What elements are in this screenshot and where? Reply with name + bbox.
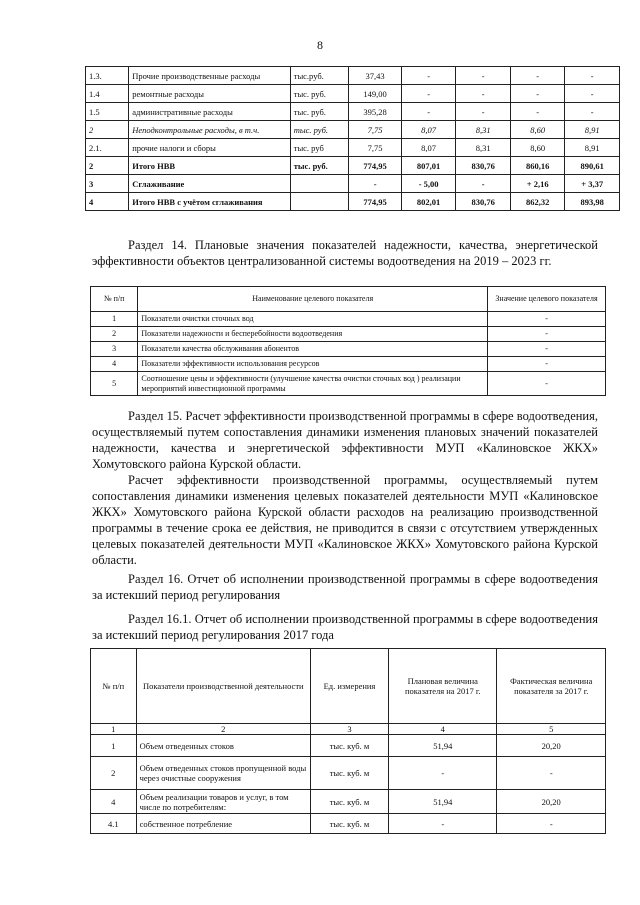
cell-n: 3 [91,342,138,357]
cell-v2021: 8,60 [510,121,565,139]
cell-n: 1 [91,312,138,327]
cell-unit: тыс. руб. [290,85,349,103]
cell-v2022: 8,91 [565,121,620,139]
table-row [91,790,606,814]
cell-unit: тыс. руб. [290,157,349,175]
cell-v2018: 395,28 [349,103,401,121]
cell-v2019: - [401,103,456,121]
cell-v2018: 774,95 [349,193,401,211]
table-row [91,342,606,357]
cell-v2019: 8,07 [401,121,456,139]
cell-unit: тыс. руб. [290,121,349,139]
cell-n: 4 [91,790,137,814]
cell-v2022: 890,61 [565,157,620,175]
cell-n: 5 [91,372,138,396]
table-row [86,85,620,103]
column-number: 2 [136,724,310,735]
section-15-paragraph-1: Раздел 15. Расчет эффективности производственной программы в сфере водоотведения, осуществляемый путем сопоставления динамики изменения плановых значений показателей надежности, качества и энергетической эффективности МУП «Калиновское ЖКХ» Хомутовского района Курской области. [92,409,598,471]
table-row [86,175,620,193]
header-num: № п/п [91,287,138,312]
cell-v2022: - [565,103,620,121]
cell-v2021: 860,16 [510,157,565,175]
cell-v2021: 862,32 [510,193,565,211]
cell-v2020: 830,76 [456,193,511,211]
cell-name: Соотношение цены и эффективности (улучшение качества очистки сточных вод ) реализации мероприятий инвестиционной программы [138,372,488,396]
table-row [91,814,606,834]
cell-unit: тыс. куб. м [310,735,388,757]
cell-value: - [488,327,606,342]
cell-v2018: - [349,175,401,193]
header-fact: Фактическая величина показателя за 2017 г. [497,649,606,724]
cell-v2022: - [565,67,620,85]
page-number: 8 [317,38,323,52]
cell-unit: тыс. руб [290,139,349,157]
column-number: 4 [389,724,497,735]
header-indicator-value: Значение целевого показателя [488,287,606,312]
report-table [90,648,606,834]
cell-v2020: 830,76 [456,157,511,175]
section-15-paragraph-2: Расчет эффективности производственной программы, осуществляемый путем сопоставления динамики изменения целевых показателей деятельности МУП «Калиновское ЖКХ» Хомутовского района Курской области расходов на реализацию производственной программы в течение срока ее действия, не приводится в связи с отсутствием утвержденных целевых показателей деятельности МУП «Калиновское ЖКХ» Хомутовского района Курской области. [92,473,598,567]
cell-name: Показатели эффективности использования ресурсов [138,357,488,372]
cell-v2022: - [565,85,620,103]
cell-fact: - [497,757,606,790]
table-row [86,139,620,157]
cell-v2021: - [510,85,565,103]
cell-fact: 20,20 [497,790,606,814]
cell-name: административные расходы [129,103,291,121]
cell-n: 4.1 [91,814,137,834]
cell-name: Сглаживание [129,175,291,193]
cell-name: Прочие производственные расходы [129,67,291,85]
cell-v2021: + 2,16 [510,175,565,193]
cell-plan: - [389,757,497,790]
table-row [91,372,606,396]
cell-name: Итого НВВ [129,157,291,175]
cell-v2019: 802,01 [401,193,456,211]
cell-v2020: - [456,103,511,121]
cell-n: 3 [86,175,129,193]
cell-v2022: 8,91 [565,139,620,157]
cell-name: Объем реализации товаров и услуг, в том числе по потребителям: [136,790,310,814]
cell-n: 2 [86,157,129,175]
cell-unit [290,175,349,193]
cell-v2021: - [510,103,565,121]
cell-name: прочие налоги и сборы [129,139,291,157]
target-indicators-table [90,286,606,396]
nvv-table [85,66,620,211]
cell-name: Показатели качества обслуживания абонентов [138,342,488,357]
cell-name: Итого НВВ с учётом сглаживания [129,193,291,211]
column-number: 3 [310,724,388,735]
cell-n: 1.4 [86,85,129,103]
cell-fact: - [497,814,606,834]
cell-name: Показатели очистки сточных вод [138,312,488,327]
table-row [86,103,620,121]
cell-name: Объем отведенных стоков [136,735,310,757]
cell-n: 1 [91,735,137,757]
table-row [91,757,606,790]
cell-n: 4 [91,357,138,372]
cell-n: 2 [91,757,137,790]
cell-value: - [488,357,606,372]
table-row [91,357,606,372]
header-indicator-name: Наименование целевого показателя [138,287,488,312]
cell-v2020: - [456,85,511,103]
cell-v2020: 8,31 [456,121,511,139]
cell-v2021: 8,60 [510,139,565,157]
cell-v2019: - [401,67,456,85]
column-number: 1 [91,724,137,735]
cell-v2018: 7,75 [349,139,401,157]
cell-value: - [488,342,606,357]
cell-n: 4 [86,193,129,211]
cell-n: 2 [91,327,138,342]
cell-v2020: - [456,67,511,85]
cell-value: - [488,372,606,396]
column-number: 5 [497,724,606,735]
cell-plan: - [389,814,497,834]
cell-v2019: 807,01 [401,157,456,175]
cell-n: 1.5 [86,103,129,121]
section-16-1-heading: Раздел 16.1. Отчет об исполнении производственной программы в сфере водоотведения за истекший период регулирования 2017 года [92,612,598,642]
cell-v2018: 7,75 [349,121,401,139]
cell-name: Неподконтрольные расходы, в т.ч. [129,121,291,139]
cell-v2022: + 3,37 [565,175,620,193]
table-row [91,327,606,342]
cell-n: 2 [86,121,129,139]
cell-v2018: 37,43 [349,67,401,85]
table-row [86,67,620,85]
header-unit: Ед. измерения [310,649,388,724]
cell-unit: тыс.руб. [290,67,349,85]
table-row [86,157,620,175]
cell-n: 1.3. [86,67,129,85]
cell-v2022: 893,98 [565,193,620,211]
table-row [86,193,620,211]
cell-v2018: 774,95 [349,157,401,175]
cell-fact: 20,20 [497,735,606,757]
cell-v2018: 149,00 [349,85,401,103]
table-row [91,312,606,327]
cell-v2020: - [456,175,511,193]
header-num: № п/п [91,649,137,724]
cell-v2021: - [510,67,565,85]
table-row [86,121,620,139]
cell-v2019: - 5,00 [401,175,456,193]
cell-name: собственное потребление [136,814,310,834]
cell-unit [290,193,349,211]
cell-v2019: 8,07 [401,139,456,157]
cell-unit: тыс. куб. м [310,757,388,790]
cell-v2019: - [401,85,456,103]
section-14-heading: Раздел 14. Плановые значения показателей надежности, качества, энергетической эффективности объектов централизованной системы водоотведения на 2019 – 2023 гг. [92,238,598,268]
cell-unit: тыс. руб. [290,103,349,121]
cell-unit: тыс. куб. м [310,814,388,834]
cell-v2020: 8,31 [456,139,511,157]
cell-n: 2.1. [86,139,129,157]
cell-name: ремонтные расходы [129,85,291,103]
cell-plan: 51,94 [389,790,497,814]
cell-plan: 51,94 [389,735,497,757]
cell-name: Показатели надежности и бесперебойности водоотведения [138,327,488,342]
cell-value: - [488,312,606,327]
cell-unit: тыс. куб. м [310,790,388,814]
cell-name: Объем отведенных стоков пропущенной воды через очистные сооружения [136,757,310,790]
header-plan: Плановая величина показателя на 2017 г. [389,649,497,724]
header-indicator: Показатели производственной деятельности [136,649,310,724]
table-row [91,735,606,757]
section-16-heading: Раздел 16. Отчет об исполнении производственной программы в сфере водоотведения за истекший период регулирования [92,572,598,602]
